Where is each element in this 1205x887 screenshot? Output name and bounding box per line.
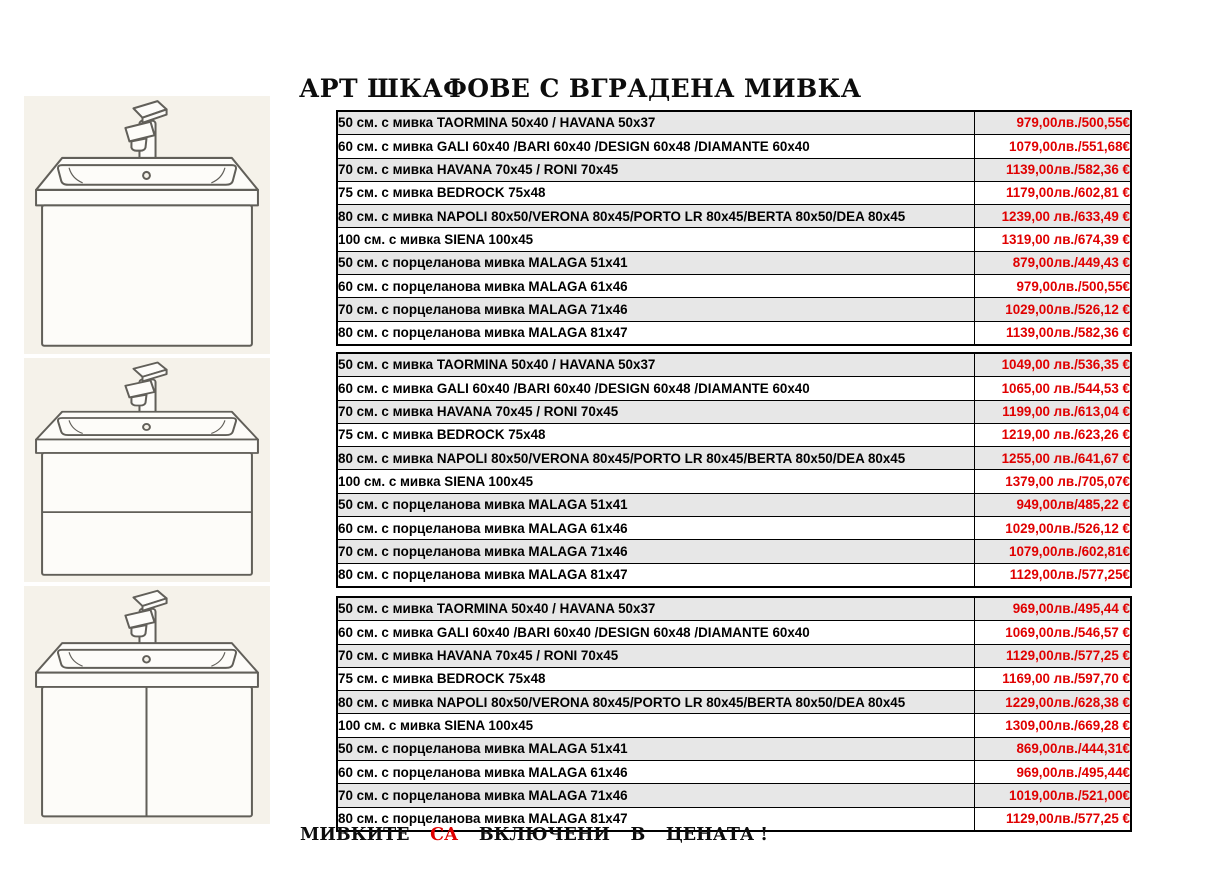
table-row <box>337 667 1131 690</box>
product-price: 1139,00лв./582,36 € <box>974 321 1131 345</box>
page-title: АРТ ШКАФОВЕ С ВГРАДЕНА МИВКА <box>299 74 862 103</box>
product-description: 50 см. с мивка TAORMINA 50x40 / HAVANA 50x37 <box>337 597 974 621</box>
table-row <box>337 181 1131 204</box>
product-description: 50 см. с мивка TAORMINA 50x40 / HAVANA 50x37 <box>337 111 974 135</box>
product-price: 1129,00лв./577,25 € <box>974 807 1131 831</box>
product-price: 1029,00лв./526,12 € <box>974 298 1131 321</box>
product-description: 80 см. с мивка NAPOLI 80x50/VERONA 80x45/PORTO LR 80x45/BERTA 80x50/DEA 80x45 <box>337 447 974 470</box>
product-description: 60 см. с порцеланова мивка MALAGA 61x46 <box>337 517 974 540</box>
vanity-sink-plain-front-illustration <box>24 96 270 354</box>
table-row <box>337 111 1131 135</box>
product-description: 70 см. с порцеланова мивка MALAGA 71x46 <box>337 298 974 321</box>
product-price: 1065,00 лв./544,53 € <box>974 377 1131 400</box>
product-description: 50 см. с мивка TAORMINA 50x40 / HAVANA 50x37 <box>337 353 974 377</box>
product-price: 1129,00лв./577,25 € <box>974 644 1131 667</box>
price-table-2 <box>336 352 1132 588</box>
product-price: 1239,00 лв./633,49 € <box>974 205 1131 228</box>
product-price: 1049,00 лв./536,35 € <box>974 353 1131 377</box>
table-row <box>337 377 1131 400</box>
product-price: 979,00лв./500,55€ <box>974 111 1131 135</box>
table-row <box>337 321 1131 345</box>
table-row <box>337 621 1131 644</box>
product-price: 1129,00лв./577,25€ <box>974 563 1131 587</box>
product-price: 1179,00лв./602,81 € <box>974 181 1131 204</box>
product-price: 969,00лв./495,44€ <box>974 761 1131 784</box>
product-description: 50 см. с порцеланова мивка MALAGA 51x41 <box>337 493 974 516</box>
table-row <box>337 135 1131 158</box>
table-row <box>337 517 1131 540</box>
table-row <box>337 353 1131 377</box>
price-table-1 <box>336 110 1132 346</box>
product-price: 1079,00лв./551,68€ <box>974 135 1131 158</box>
product-description: 80 см. с мивка NAPOLI 80x50/VERONA 80x45/PORTO LR 80x45/BERTA 80x50/DEA 80x45 <box>337 205 974 228</box>
product-description: 75 см. с мивка BEDROCK 75x48 <box>337 423 974 446</box>
vanity-sink-two-doors-illustration <box>24 586 270 824</box>
table-row <box>337 761 1131 784</box>
product-price: 1229,00лв./628,38 € <box>974 691 1131 714</box>
product-price: 1029,00лв./526,12 € <box>974 517 1131 540</box>
table-row <box>337 228 1131 251</box>
product-price: 979,00лв./500,55€ <box>974 275 1131 298</box>
product-price: 1199,00 лв./613,04 € <box>974 400 1131 423</box>
product-price: 879,00лв./449,43 € <box>974 251 1131 274</box>
product-description: 80 см. с порцеланова мивка MALAGA 81x47 <box>337 807 974 831</box>
table-row <box>337 784 1131 807</box>
product-description: 100 см. с мивка SIENA 100x45 <box>337 714 974 737</box>
product-price: 1255,00 лв./641,67 € <box>974 447 1131 470</box>
product-description: 60 см. с мивка GALI 60x40 /BARI 60x40 /DESIGN 60x48 /DIAMANTE 60x40 <box>337 621 974 644</box>
table-row <box>337 447 1131 470</box>
product-price: 1219,00 лв./623,26 € <box>974 423 1131 446</box>
table-row <box>337 400 1131 423</box>
footer-note <box>300 825 768 845</box>
product-description: 100 см. с мивка SIENA 100x45 <box>337 470 974 493</box>
product-description: 70 см. с порцеланова мивка MALAGA 71x46 <box>337 784 974 807</box>
product-description: 60 см. с порцеланова мивка MALAGA 61x46 <box>337 275 974 298</box>
product-price: 969,00лв./495,44 € <box>974 597 1131 621</box>
table-row <box>337 540 1131 563</box>
product-description: 60 см. с мивка GALI 60x40 /BARI 60x40 /DESIGN 60x48 /DIAMANTE 60x40 <box>337 377 974 400</box>
product-illustrations <box>24 96 270 824</box>
product-description: 70 см. с мивка HAVANA 70x45 / RONI 70x45 <box>337 400 974 423</box>
price-table-3 <box>336 596 1132 832</box>
product-price: 1069,00лв./546,57 € <box>974 621 1131 644</box>
product-description: 80 см. с мивка NAPOLI 80x50/VERONA 80x45/PORTO LR 80x45/BERTA 80x50/DEA 80x45 <box>337 691 974 714</box>
table-row <box>337 691 1131 714</box>
product-price: 1079,00лв./602,81€ <box>974 540 1131 563</box>
table-row <box>337 251 1131 274</box>
table-row <box>337 597 1131 621</box>
product-price: 1169,00 лв./597,70 € <box>974 667 1131 690</box>
table-row <box>337 714 1131 737</box>
product-description: 80 см. с порцеланова мивка MALAGA 81x47 <box>337 563 974 587</box>
product-description: 70 см. с мивка HAVANA 70x45 / RONI 70x45 <box>337 158 974 181</box>
product-description: 70 см. с мивка HAVANA 70x45 / RONI 70x45 <box>337 644 974 667</box>
product-price: 1379,00 лв./705,07€ <box>974 470 1131 493</box>
footer-word: МИВКИТЕ <box>300 825 410 845</box>
table-row <box>337 644 1131 667</box>
product-description: 80 см. с порцеланова мивка MALAGA 81x47 <box>337 321 974 345</box>
product-description: 75 см. с мивка BEDROCK 75x48 <box>337 667 974 690</box>
footer-word: СА <box>430 825 459 845</box>
table-row <box>337 275 1131 298</box>
vanity-sink-two-drawers-illustration <box>24 358 270 582</box>
product-price: 1309,00лв./669,28 € <box>974 714 1131 737</box>
product-description: 60 см. с мивка GALI 60x40 /BARI 60x40 /DESIGN 60x48 /DIAMANTE 60x40 <box>337 135 974 158</box>
table-row <box>337 298 1131 321</box>
table-row <box>337 470 1131 493</box>
product-description: 70 см. с порцеланова мивка MALAGA 71x46 <box>337 540 974 563</box>
footer-word: ВКЛЮЧЕНИ <box>478 825 610 845</box>
product-price: 1139,00лв./582,36 € <box>974 158 1131 181</box>
product-description: 50 см. с порцеланова мивка MALAGA 51x41 <box>337 251 974 274</box>
table-row <box>337 493 1131 516</box>
product-description: 100 см. с мивка SIENA 100x45 <box>337 228 974 251</box>
table-row <box>337 423 1131 446</box>
table-row <box>337 158 1131 181</box>
table-row <box>337 205 1131 228</box>
footer-word: ЦЕНАТА ! <box>665 825 768 845</box>
product-price: 869,00лв./444,31€ <box>974 737 1131 760</box>
footer-word: В <box>630 825 646 845</box>
product-price: 1319,00 лв./674,39 € <box>974 228 1131 251</box>
product-price: 1019,00лв./521,00€ <box>974 784 1131 807</box>
product-description: 50 см. с порцеланова мивка MALAGA 51x41 <box>337 737 974 760</box>
product-price: 949,00лв/485,22 € <box>974 493 1131 516</box>
table-row <box>337 563 1131 587</box>
product-description: 60 см. с порцеланова мивка MALAGA 61x46 <box>337 761 974 784</box>
table-row <box>337 737 1131 760</box>
product-description: 75 см. с мивка BEDROCK 75x48 <box>337 181 974 204</box>
